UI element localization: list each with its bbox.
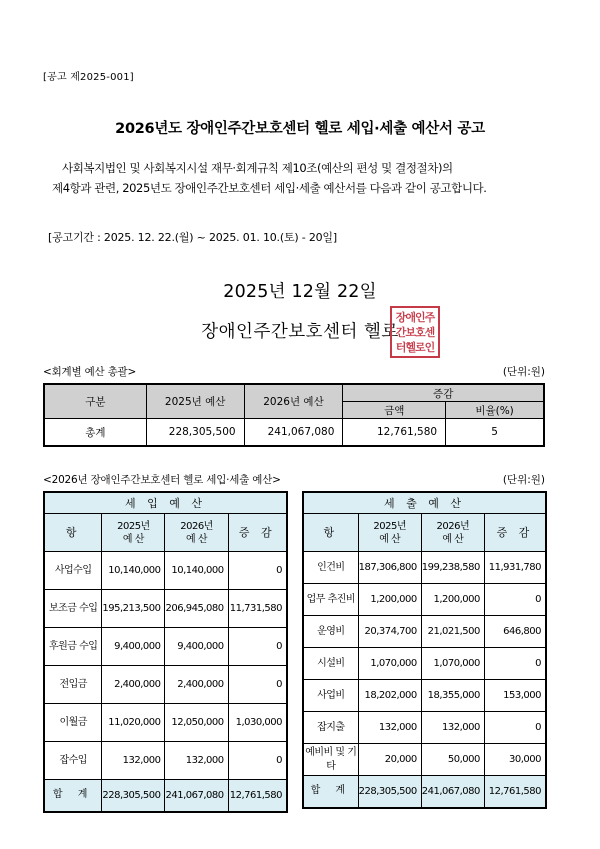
total-row bbox=[303, 776, 546, 808]
header-2026 bbox=[421, 514, 484, 552]
cell-change: 646,800 bbox=[484, 616, 546, 648]
cell-y2026: 132,000 bbox=[421, 712, 484, 744]
cell-total-label: 합 계 bbox=[303, 776, 358, 808]
cell-total-change: 12,761,580 bbox=[484, 776, 546, 808]
cell-y2025: 9,400,000 bbox=[102, 628, 165, 666]
seal-line: 터헬로인 bbox=[395, 341, 435, 354]
cell-item-name: 잡지출 bbox=[303, 712, 358, 744]
cell-y2026: 206,945,080 bbox=[165, 590, 228, 628]
cell-y2025: 11,020,000 bbox=[102, 704, 165, 742]
cell-y2026: 132,000 bbox=[165, 742, 228, 780]
table-row bbox=[44, 590, 287, 628]
header-amount: 금액 bbox=[343, 402, 446, 419]
notice-period: [공고기간 : 2025. 12. 22.(월) ~ 2025. 01. 10.(토) - 20일] bbox=[48, 231, 337, 244]
cell-y2026: 10,140,000 bbox=[165, 552, 228, 590]
cell-y2025: 195,213,500 bbox=[102, 590, 165, 628]
expense-table bbox=[302, 491, 547, 809]
cell-y2025: 187,306,800 bbox=[358, 552, 421, 584]
revenue-table bbox=[43, 491, 288, 813]
header-category: 구분 bbox=[44, 384, 146, 419]
header-budget-2026: 2026년 예산 bbox=[244, 384, 343, 419]
notice-date: 2025년 12월 22일 bbox=[223, 282, 377, 302]
intro-line-1: 사회복지법인 및 사회복지시설 재무·회계규칙 제10조(예산의 편성 및 결정절차)의 bbox=[62, 161, 453, 175]
cell-item-name: 사업수입 bbox=[44, 552, 102, 590]
cell-y2025: 132,000 bbox=[358, 712, 421, 744]
cell-change: 1,030,000 bbox=[228, 704, 287, 742]
cell-category: 총계 bbox=[44, 419, 146, 447]
header-change: 증 감 bbox=[228, 514, 287, 552]
cell-y2025: 10,140,000 bbox=[102, 552, 165, 590]
cell-item-name: 보조금 수입 bbox=[44, 590, 102, 628]
cell-y2025: 2,400,000 bbox=[102, 666, 165, 704]
cell-y2026: 50,000 bbox=[421, 744, 484, 776]
header-year: 2026년 bbox=[180, 520, 213, 532]
cell-item-name: 잡수입 bbox=[44, 742, 102, 780]
cell-y2026: 199,238,580 bbox=[421, 552, 484, 584]
header-budget-label: 예 산 bbox=[379, 533, 401, 545]
cell-change: 11,731,580 bbox=[228, 590, 287, 628]
table-row bbox=[44, 666, 287, 704]
table-row bbox=[303, 680, 546, 712]
seal-line: 간보호센 bbox=[395, 326, 435, 339]
cell-budget-2026: 241,067,080 bbox=[244, 419, 343, 447]
header-budget-label: 예 산 bbox=[186, 533, 208, 545]
header-2025 bbox=[358, 514, 421, 552]
total-row bbox=[44, 780, 287, 812]
cell-y2026: 1,070,000 bbox=[421, 648, 484, 680]
cell-y2025: 20,374,700 bbox=[358, 616, 421, 648]
cell-amount: 12,761,580 bbox=[343, 419, 446, 447]
cell-y2026: 12,050,000 bbox=[165, 704, 228, 742]
header-change: 증감 bbox=[343, 384, 544, 402]
cell-total-y2025: 228,305,500 bbox=[358, 776, 421, 808]
table-row bbox=[44, 419, 544, 447]
table-row bbox=[303, 616, 546, 648]
budget-title: <2026년 장애인주간보호센터 헬로 세입·세출 예산> bbox=[43, 474, 281, 486]
expense-rows bbox=[303, 552, 546, 808]
table-row bbox=[303, 584, 546, 616]
cell-total-y2026: 241,067,080 bbox=[421, 776, 484, 808]
header-year: 2026년 bbox=[436, 520, 470, 532]
cell-item-name: 시설비 bbox=[303, 648, 358, 680]
cell-item-name: 이월금 bbox=[44, 704, 102, 742]
cell-change: 0 bbox=[228, 742, 287, 780]
cell-change: 0 bbox=[228, 628, 287, 666]
header-year: 2025년 bbox=[373, 520, 406, 532]
cell-item-name: 업무 추진비 bbox=[303, 584, 358, 616]
cell-y2026: 9,400,000 bbox=[165, 628, 228, 666]
cell-y2025: 1,200,000 bbox=[358, 584, 421, 616]
cell-item-name: 예비비 및 기타 bbox=[303, 744, 358, 776]
header-budget-label: 예 산 bbox=[442, 533, 464, 545]
budget-unit: (단위:원) bbox=[502, 474, 545, 486]
revenue-rows bbox=[44, 552, 287, 812]
header-year: 2025년 bbox=[117, 520, 150, 532]
cell-change: 153,000 bbox=[484, 680, 546, 712]
cell-y2025: 18,202,000 bbox=[358, 680, 421, 712]
cell-change: 0 bbox=[484, 648, 546, 680]
header-budget-2025: 2025년 예산 bbox=[146, 384, 244, 419]
cell-item-name: 후원금 수입 bbox=[44, 628, 102, 666]
summary-title: <회계별 예산 총괄> bbox=[43, 366, 137, 378]
cell-item-name: 전입금 bbox=[44, 666, 102, 704]
header-item: 항 bbox=[44, 514, 102, 552]
table-row bbox=[303, 648, 546, 680]
header-2026 bbox=[165, 514, 228, 552]
cell-item-name: 사업비 bbox=[303, 680, 358, 712]
notice-number: [공고 제2025-001] bbox=[43, 72, 134, 83]
header-budget-label: 예 산 bbox=[122, 533, 144, 545]
expense-caption: 세 출 예 산 bbox=[303, 492, 546, 514]
summary-unit: (단위:원) bbox=[502, 366, 545, 378]
cell-change: 0 bbox=[484, 584, 546, 616]
official-seal bbox=[390, 306, 440, 358]
cell-ratio: 5 bbox=[446, 419, 544, 447]
cell-total-y2025: 228,305,500 bbox=[102, 780, 165, 812]
intro-paragraph bbox=[52, 158, 582, 198]
header-2025 bbox=[102, 514, 165, 552]
cell-change: 11,931,780 bbox=[484, 552, 546, 584]
cell-budget-2025: 228,305,500 bbox=[146, 419, 244, 447]
cell-y2025: 1,070,000 bbox=[358, 648, 421, 680]
table-row bbox=[303, 552, 546, 584]
intro-line-2: 제4항과 관련, 2025년도 장애인주간보호센터 세입·세출 예산서를 다음과 같이 공고합니다. bbox=[52, 181, 487, 195]
cell-change: 0 bbox=[484, 712, 546, 744]
cell-y2026: 21,021,500 bbox=[421, 616, 484, 648]
cell-change: 0 bbox=[228, 552, 287, 590]
table-row bbox=[303, 744, 546, 776]
table-row bbox=[303, 712, 546, 744]
header-change: 증 감 bbox=[484, 514, 546, 552]
header-item: 항 bbox=[303, 514, 358, 552]
table-row bbox=[44, 552, 287, 590]
cell-y2026: 1,200,000 bbox=[421, 584, 484, 616]
cell-y2025: 20,000 bbox=[358, 744, 421, 776]
cell-item-name: 운영비 bbox=[303, 616, 358, 648]
document-title: 2026년도 장애인주간보호센터 헬로 세입·세출 예산서 공고 bbox=[115, 121, 485, 137]
cell-total-y2026: 241,067,080 bbox=[165, 780, 228, 812]
table-row bbox=[44, 742, 287, 780]
summary-table bbox=[43, 383, 545, 447]
cell-change: 0 bbox=[228, 666, 287, 704]
organization-name: 장애인주간보호센터 헬로 bbox=[201, 322, 399, 342]
cell-y2026: 18,355,000 bbox=[421, 680, 484, 712]
table-row bbox=[44, 628, 287, 666]
cell-item-name: 인건비 bbox=[303, 552, 358, 584]
revenue-caption: 세 입 예 산 bbox=[44, 492, 287, 514]
table-row bbox=[44, 704, 287, 742]
header-ratio: 비율(%) bbox=[446, 402, 544, 419]
seal-line: 장애인주 bbox=[395, 311, 435, 324]
cell-change: 30,000 bbox=[484, 744, 546, 776]
cell-y2025: 132,000 bbox=[102, 742, 165, 780]
cell-total-change: 12,761,580 bbox=[228, 780, 287, 812]
cell-total-label: 합 계 bbox=[44, 780, 102, 812]
cell-y2026: 2,400,000 bbox=[165, 666, 228, 704]
